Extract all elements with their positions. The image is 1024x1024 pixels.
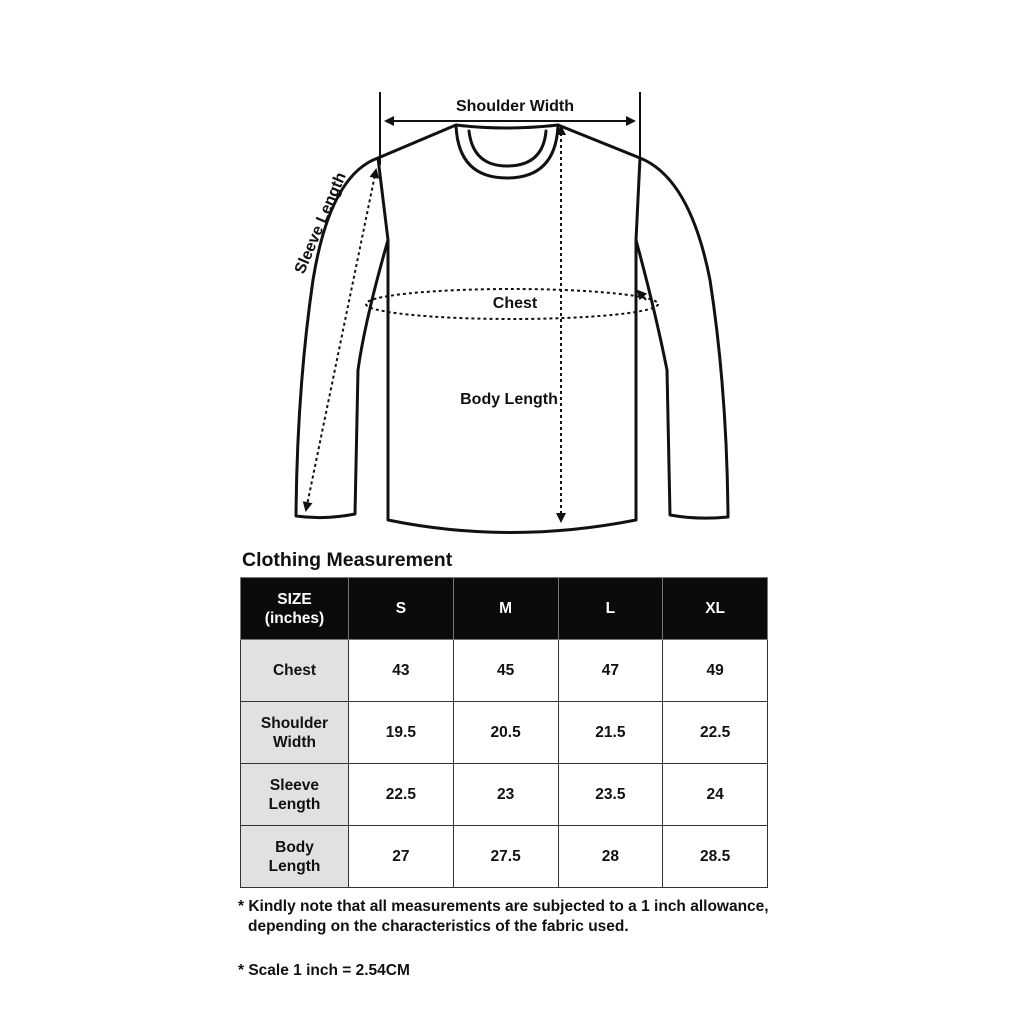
table-row-shoulder-width	[241, 702, 768, 764]
scale-note: * Scale 1 inch = 2.54CM	[238, 962, 410, 979]
row-label-shoulder-width	[241, 702, 349, 764]
row-label-line2: Width	[273, 733, 316, 751]
table-cell: 20.5	[453, 702, 558, 764]
table-row-body-length	[241, 826, 768, 888]
garment-outline	[296, 125, 728, 533]
table-header-row	[241, 578, 768, 640]
table-cell: 43	[349, 640, 454, 702]
body-outline	[378, 125, 640, 533]
measurement-guides	[306, 92, 658, 521]
allowance-note-line2: depending on the characteristics of the fabric used.	[248, 918, 629, 935]
size-header-line2: (inches)	[264, 609, 325, 627]
row-label-line1: Sleeve	[269, 776, 320, 794]
row-label-line2: Length	[268, 857, 321, 875]
table-cell: 23.5	[558, 764, 663, 826]
table-cell: 49	[663, 640, 768, 702]
collar-outline	[456, 125, 558, 178]
row-label-line1: Chest	[272, 662, 317, 679]
table-cell: 27	[349, 826, 454, 888]
table-cell: 45	[453, 640, 558, 702]
table-row-sleeve-length	[241, 764, 768, 826]
table-cell: 19.5	[349, 702, 454, 764]
sleeve-length-label: Sleeve Length	[291, 169, 350, 277]
size-header-xl: XL	[663, 578, 768, 640]
chest-arrow-tip	[638, 291, 646, 300]
size-chart-table	[240, 577, 768, 888]
row-label-line1: Shoulder	[260, 714, 329, 732]
right-sleeve-outline	[636, 158, 728, 518]
size-unit-header	[241, 578, 349, 640]
allowance-note-line1: * Kindly note that all measurements are subjected to a 1 inch allowance,	[238, 898, 769, 915]
size-header-m: M	[453, 578, 558, 640]
size-header-line1: SIZE	[277, 590, 312, 608]
table-cell: 22.5	[663, 702, 768, 764]
chest-label: Chest	[492, 295, 538, 312]
size-header-s: S	[349, 578, 454, 640]
row-label-sleeve-length	[241, 764, 349, 826]
shoulder-width-label: Shoulder Width	[455, 98, 575, 115]
table-cell: 23	[453, 764, 558, 826]
collar-inner	[456, 125, 558, 166]
table-cell: 28.5	[663, 826, 768, 888]
left-sleeve-outline	[296, 158, 388, 518]
table-cell: 24	[663, 764, 768, 826]
body-length-label: Body Length	[460, 391, 558, 408]
table-row-chest	[241, 640, 768, 702]
table-cell: 27.5	[453, 826, 558, 888]
table-cell: 28	[558, 826, 663, 888]
row-label-chest	[241, 640, 349, 702]
table-cell: 21.5	[558, 702, 663, 764]
table-cell: 22.5	[349, 764, 454, 826]
table-title: Clothing Measurement	[242, 549, 453, 571]
row-label-line2: Length	[268, 795, 321, 813]
allowance-note	[238, 897, 798, 937]
row-label-line1: Body	[275, 838, 314, 856]
size-header-l: L	[558, 578, 663, 640]
table-cell: 47	[558, 640, 663, 702]
row-label-body-length	[241, 826, 349, 888]
